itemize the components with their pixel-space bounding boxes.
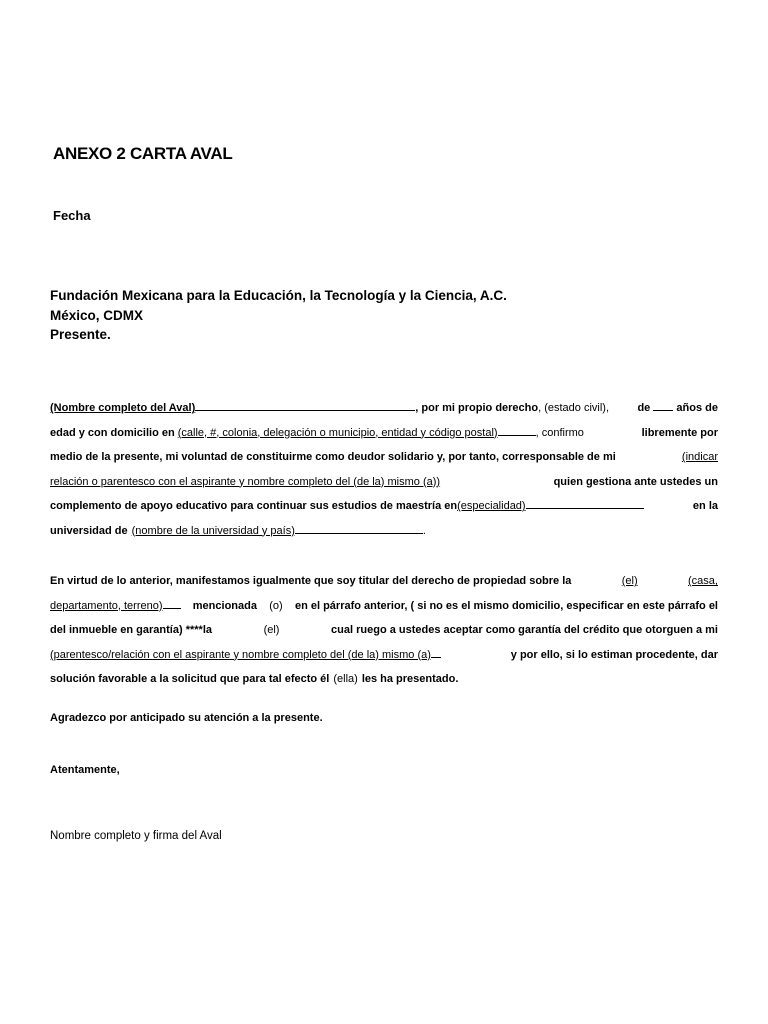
thanks-line [50, 706, 718, 731]
p2-line-3 [50, 618, 718, 643]
p1-freely: libremente por [641, 426, 718, 439]
specialty-blank [526, 507, 644, 509]
relationship-placeholder-start: (indicar [681, 451, 718, 463]
closing-block [50, 758, 718, 783]
p2-line-2-left [50, 594, 181, 619]
p2-el-placeholder: (el) [621, 575, 638, 587]
p2-line-1 [50, 569, 718, 594]
address-blank [498, 434, 536, 436]
p2-line-1-text: En virtud de lo anterior, manifestamos igualmente que soy titular del derecho de propiedad sobre la [50, 575, 572, 587]
property-type-placeholder-start: (casa, [688, 575, 718, 587]
recipient-city: México, CDMX [50, 307, 144, 323]
p1-line-4-text: quien gestiona ante ustedes un [553, 475, 718, 488]
relationship-blank-2 [431, 656, 441, 658]
p1-university-of: universidad de [50, 524, 128, 537]
p2-mentioned: mencionada [192, 599, 257, 612]
p2-line-5-text: solución favorable a la solicitud que para tal efecto él [50, 673, 330, 685]
p1-line-3-text: medio de la presente, mi voluntad de constituirme como deudor solidario y, por tanto, corresponsable de mi [50, 451, 616, 463]
recipient-presente: Presente. [50, 327, 111, 342]
p1-line-2-left [50, 421, 584, 446]
closing-text: Atentamente, [50, 764, 120, 776]
aval-name-blank [195, 409, 415, 411]
age-blank [653, 409, 673, 411]
specialty-placeholder: (especialidad) [457, 500, 526, 512]
p2-line-4-left [50, 643, 441, 668]
recipient-block [50, 286, 507, 345]
p1-line-1 [50, 396, 718, 421]
p1-line-1-right [637, 396, 718, 421]
property-type-blank [163, 607, 181, 609]
p1-line-5 [50, 494, 718, 519]
signature-line: Nombre completo y firma del Aval [50, 830, 222, 842]
university-placeholder: (nombre de la universidad y país) [131, 524, 295, 537]
paragraph-thanks [50, 706, 718, 731]
p2-line-3-text-2: cual ruego a ustedes aceptar como garantía del crédito que otorguen a mi [331, 624, 718, 636]
thanks-text: Agradezco por anticipado su atención a la presente. [50, 712, 323, 724]
p1-line-6 [50, 519, 718, 544]
address-placeholder: (calle, #, colonia, delegación o municipio, entidad y código postal) [177, 426, 498, 439]
relationship-placeholder-end: relación o parentesco con el aspirante y nombre completo del (de la) mismo (a)) [50, 475, 441, 488]
p1-years-of: años de [676, 402, 718, 414]
p1-own-right: , por mi propio derecho [415, 402, 539, 414]
p1-confirm: confirmo [541, 426, 584, 439]
date-label: Fecha [53, 208, 91, 223]
university-blank [295, 532, 423, 534]
p2-line-2 [50, 594, 718, 619]
relationship-placeholder-2: (parentesco/relación con el aspirante y nombre completo del (de la) mismo (a) [50, 648, 431, 661]
p1-de: de [637, 402, 651, 414]
p1-period: . [422, 524, 426, 537]
p2-line-2-text: en el párrafo anterior, ( si no es el mismo domicilio, especificar en este párrafo el [294, 599, 718, 612]
p1-in-the: en la [692, 500, 718, 512]
closing-line [50, 758, 718, 783]
aval-name-placeholder: (Nombre completo del Aval) [50, 402, 196, 414]
document-title: ANEXO 2 CARTA AVAL [53, 144, 233, 163]
p1-line-1-left [50, 396, 609, 421]
recipient-org: Fundación Mexicana para la Educación, la Tecnología y la Ciencia, A.C. [50, 288, 507, 303]
paragraph-property-guarantee [50, 569, 718, 692]
p1-age-domicile: edad y con domicilio en [50, 426, 175, 439]
property-type-placeholder-end: departamento, terreno) [50, 599, 163, 612]
p1-comma: , [535, 426, 539, 439]
civil-status-placeholder: , (estado civil), [538, 402, 610, 414]
p2-line-4-text: y por ello, si lo estiman procedente, dar [510, 648, 718, 661]
p2-line-5-end: les ha presentado. [361, 673, 459, 685]
p1-line-3 [50, 445, 718, 470]
p2-line-5 [50, 667, 718, 692]
p2-line-4 [50, 643, 718, 668]
p2-o-placeholder: (o) [269, 599, 283, 612]
p2-ella-placeholder: (ella) [333, 673, 358, 685]
university-field [132, 519, 426, 544]
paragraph-aval-declaration [50, 396, 718, 543]
p2-el-placeholder-2: (el) [263, 624, 280, 636]
p1-line-4 [50, 470, 718, 495]
p1-line-5-text: complemento de apoyo educativo para continuar sus estudios de maestría en [50, 500, 458, 512]
p1-line-5-left [50, 494, 644, 519]
p1-line-2 [50, 421, 718, 446]
p2-line-3-text: del inmueble en garantía) ****la [50, 624, 212, 636]
